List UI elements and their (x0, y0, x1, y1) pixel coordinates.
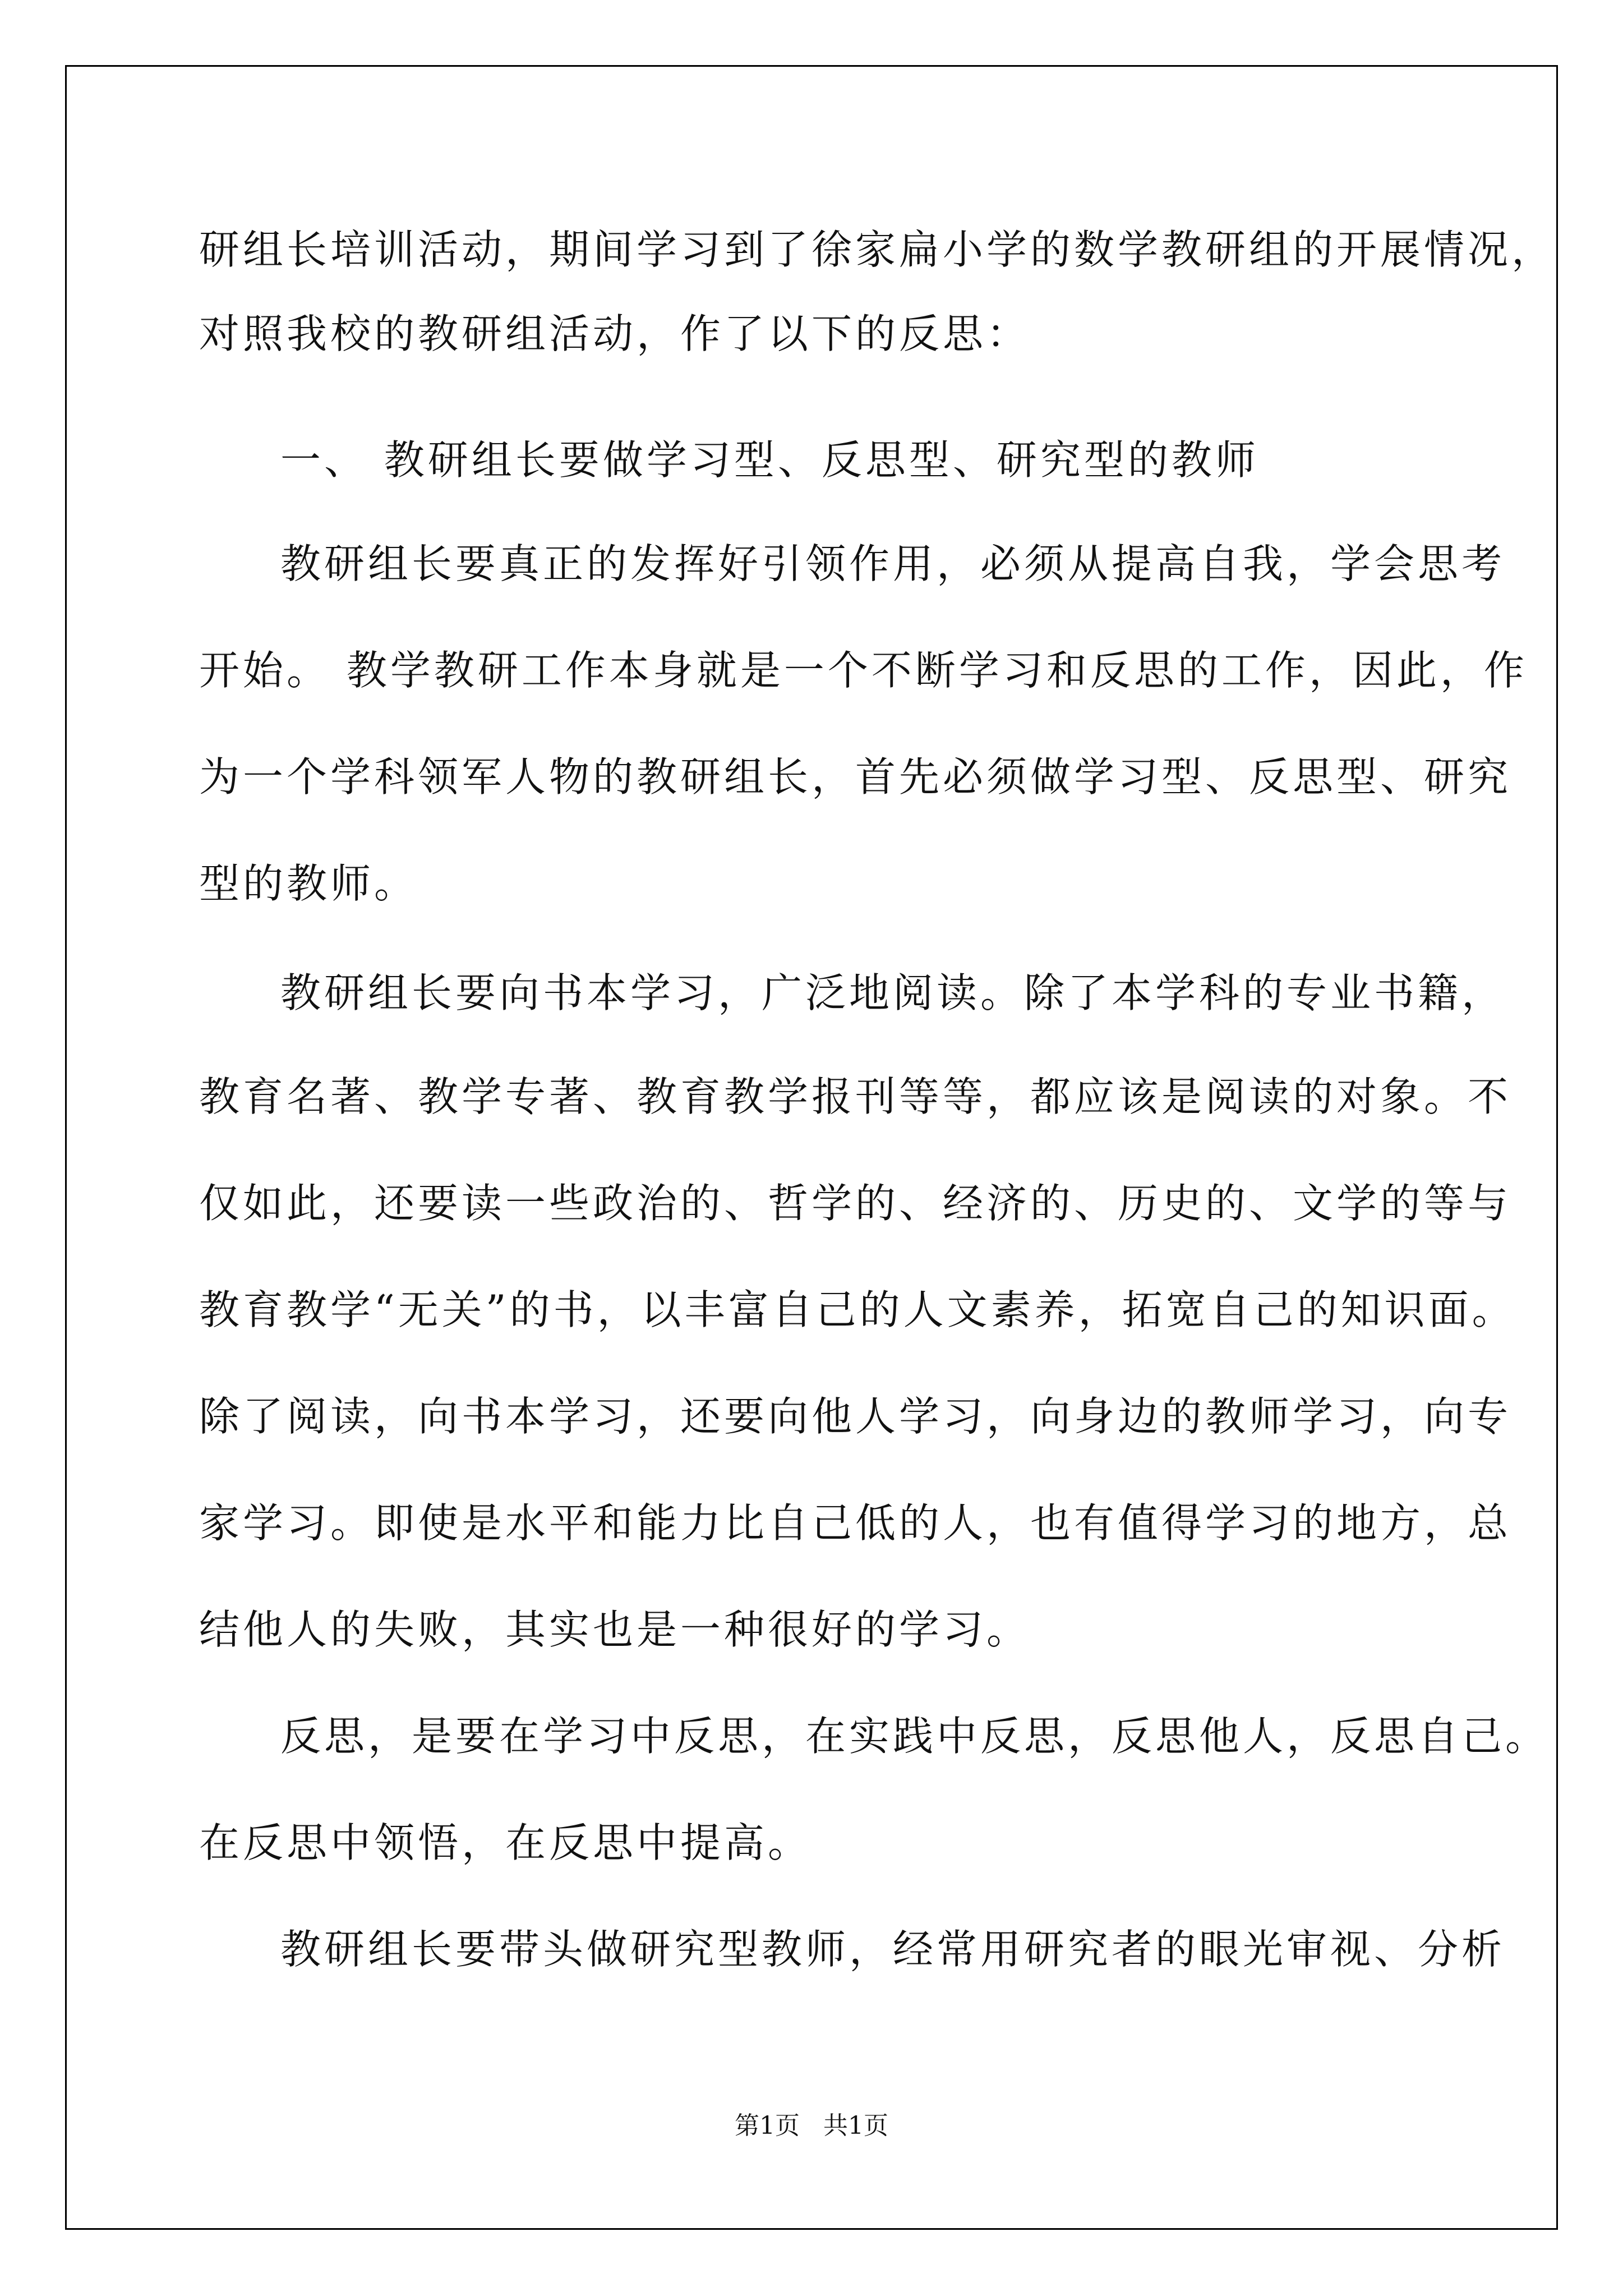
text-line-15: 反思，是要在学习中反思，在实践中反思，反思他人，反思自己。 (280, 1713, 1550, 1760)
section-heading-1: 一、 教研组长要做学习型、反思型、研究型的教师 (280, 436, 1259, 484)
text-line-9: 教育名著、教学专著、教育教学报刊等等，都应该是阅读的对象。不 (199, 1073, 1512, 1120)
text-line-4: 教研组长要真正的发挥好引领作用，必须从提高自我，学会思考 (280, 540, 1506, 587)
text-line-10: 仅如此，还要读一些政治的、哲学的、经济的、历史的、文学的等与 (199, 1180, 1512, 1227)
text-line-12: 除了阅读，向书本学习，还要向他人学习，向身边的教师学习，向专 (199, 1393, 1512, 1440)
text-line-5: 开始。 教学教研工作本身就是一个不断学习和反思的工作，因此，作 (199, 647, 1528, 694)
page-footer: 第1页 共1页 (735, 2111, 888, 2140)
text-line-13: 家学习。即使是水平和能力比自己低的人，也有值得学习的地方，总 (199, 1499, 1512, 1547)
text-line-17: 教研组长要带头做研究型教师，经常用研究者的眼光审视、分析 (280, 1926, 1506, 1973)
text-line-2: 对照我校的教研组活动，作了以下的反思： (199, 310, 1031, 357)
text-line-16: 在反思中领悟，在反思中提高。 (199, 1819, 812, 1866)
text-line-11: 教育教学“无关”的书，以丰富自己的人文素养，拓宽自己的知识面。 (199, 1286, 1516, 1333)
text-line-6: 为一个学科领军人物的教研组长，首先必须做学习型、反思型、研究 (199, 753, 1512, 800)
text-line-1: 研组长培训活动，期间学习到了徐家扁小学的数学教研组的开展情况， (199, 226, 1556, 273)
page-border (65, 65, 1558, 2230)
text-line-14: 结他人的失败，其实也是一种很好的学习。 (199, 1606, 1031, 1653)
text-line-8: 教研组长要向书本学习，广泛地阅读。除了本学科的专业书籍， (280, 969, 1506, 1016)
text-line-7: 型的教师。 (199, 860, 418, 907)
